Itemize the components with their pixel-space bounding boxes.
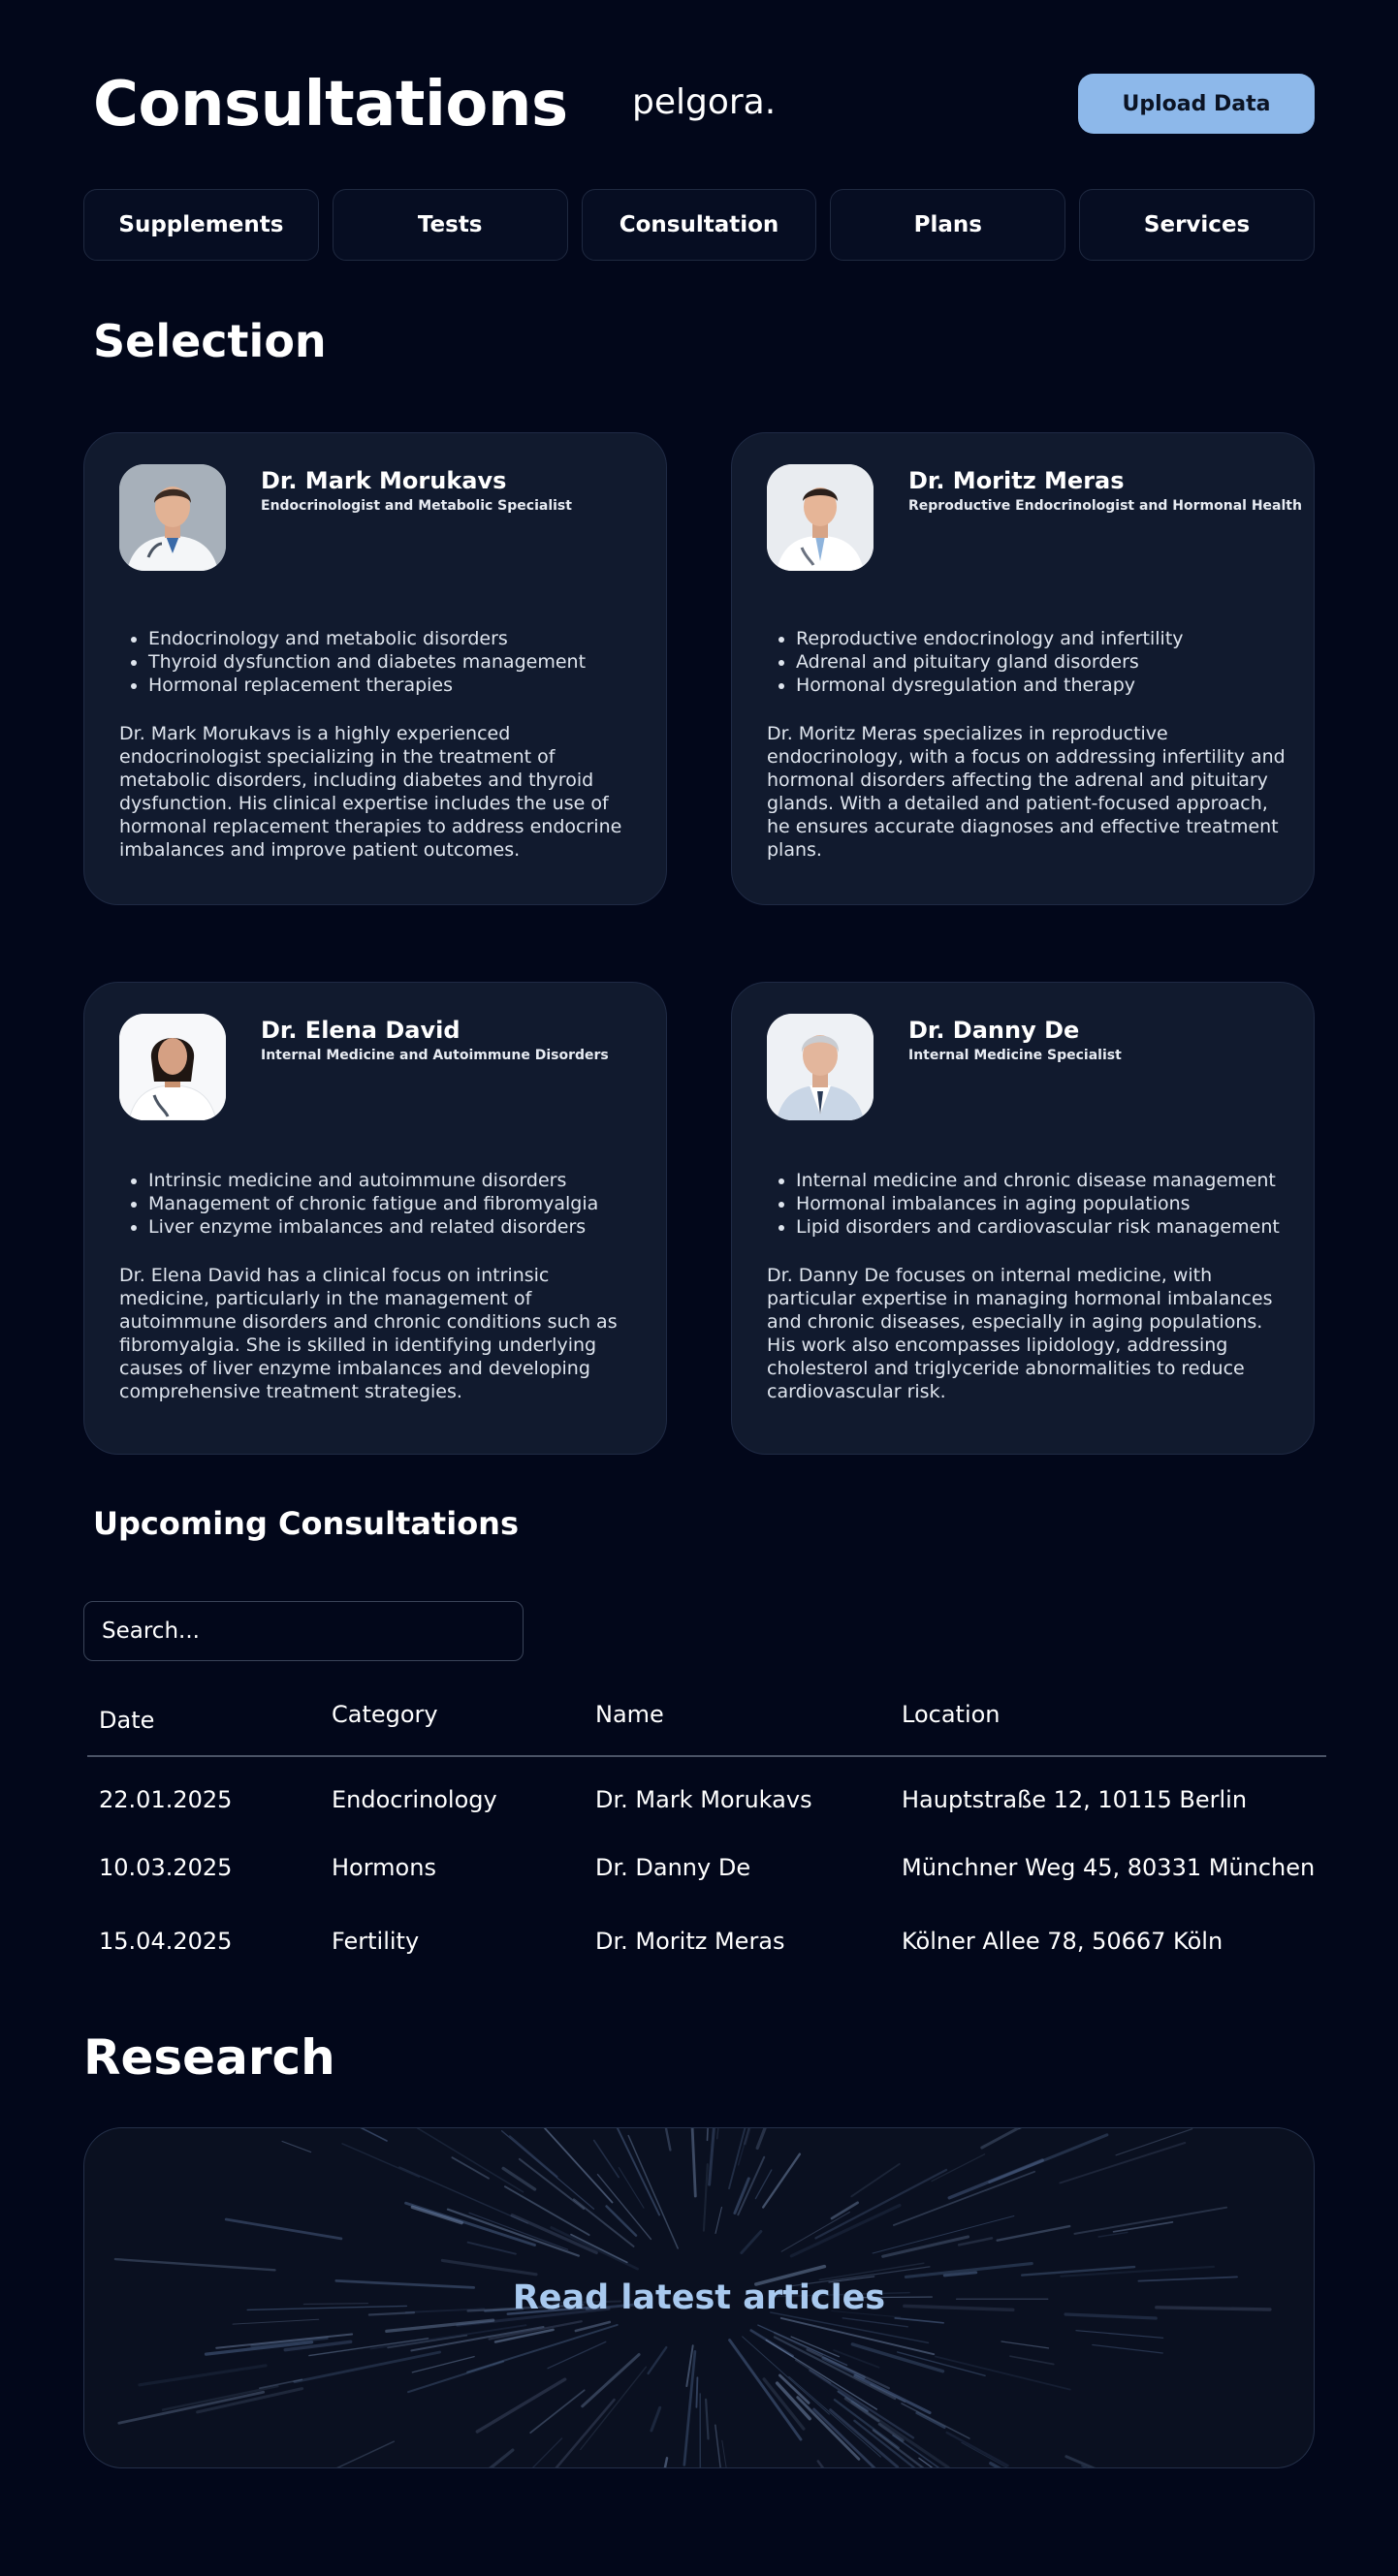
doctor-specialty: Reproductive Endocrinologist and Hormonal Health	[908, 498, 1302, 514]
cell-date: 15.04.2025	[99, 1928, 233, 1955]
cell-location: Kölner Allee 78, 50667 Köln	[902, 1928, 1223, 1955]
doctor-avatar	[119, 464, 226, 571]
cell-date: 10.03.2025	[99, 1854, 233, 1881]
doctor-card[interactable]	[731, 432, 1315, 905]
page-title: Consultations	[93, 69, 568, 141]
nav-tests[interactable]: Tests	[333, 189, 568, 261]
column-header-location[interactable]: Location	[902, 1701, 1001, 1728]
research-articles-card[interactable]	[83, 2127, 1315, 2468]
focus-item: • Reproductive endocrinology and infertility	[796, 627, 1184, 650]
doctor-description: Dr. Elena David has a clinical focus on intrinsic medicine, particularly in the management of autoimmune disorders and chronic conditions such as fibromyalgia. She is skilled in identifying underlying causes of liver enzyme imbalances and developing comprehensive treatment strategies.	[119, 1265, 618, 1402]
focus-item: • Internal medicine and chronic disease management	[796, 1169, 1280, 1192]
brand-logo[interactable]: pelgora.	[632, 82, 777, 122]
nav-plans[interactable]: Plans	[830, 189, 1065, 261]
doctor-avatar	[767, 1014, 874, 1120]
doctor-specialty: Internal Medicine Specialist	[908, 1048, 1122, 1063]
doctor-name: Dr. Elena David	[261, 1017, 461, 1044]
search-input[interactable]	[83, 1601, 524, 1661]
nav-consultation[interactable]: Consultation	[582, 189, 817, 261]
cell-name[interactable]: Dr. Mark Morukavs	[595, 1786, 812, 1813]
cell-location: Hauptstraße 12, 10115 Berlin	[902, 1786, 1248, 1813]
doctor-specialty: Internal Medicine and Autoimmune Disorders	[261, 1048, 609, 1063]
doctor-description: Dr. Mark Morukavs is a highly experienced endocrinologist specializing in the treatment of metabolic disorders, including diabetes and thyroid dysfunction. His clinical expertise includes the use of hormonal replacement therapies to address endocrine imbalances and improve patient outcomes.	[119, 723, 622, 861]
doctor-name: Dr. Danny De	[908, 1017, 1080, 1044]
column-header-name[interactable]: Name	[595, 1701, 664, 1728]
focus-item: • Management of chronic fatigue and fibromyalgia	[148, 1192, 598, 1215]
doctor-name: Dr. Mark Morukavs	[261, 467, 507, 494]
focus-item: • Hormonal dysregulation and therapy	[796, 674, 1184, 697]
cell-location: Münchner Weg 45, 80331 München	[902, 1854, 1316, 1881]
selection-title: Selection	[93, 315, 327, 367]
doctor-description: Dr. Moritz Meras specializes in reproductive endocrinology, with a focus on addressing infertility and hormonal disorders affecting the adrenal and pituitary glands. With a detailed and patient-focused approach, he ensures accurate diagnoses and effective treatment plans.	[767, 723, 1286, 861]
focus-item: • Intrinsic medicine and autoimmune disorders	[148, 1169, 598, 1192]
focus-item: • Adrenal and pituitary gland disorders	[796, 650, 1184, 674]
research-title: Research	[83, 2029, 335, 2086]
doctor-description: Dr. Danny De focuses on internal medicine, with particular expertise in managing hormonal imbalances and chronic diseases, especially in aging populations. His work also encompasses lipidology, addressing cholesterol and triglyceride abnormalities to reduce cardiovascular risk.	[767, 1265, 1273, 1402]
nav-supplements[interactable]: Supplements	[83, 189, 319, 261]
column-header-category[interactable]: Category	[332, 1701, 438, 1728]
doctor-name: Dr. Moritz Meras	[908, 467, 1125, 494]
doctor-card[interactable]	[83, 432, 667, 905]
cell-date: 22.01.2025	[99, 1786, 233, 1813]
doctor-avatar	[767, 464, 874, 571]
doctor-card[interactable]	[731, 982, 1315, 1455]
column-header-date[interactable]: Date	[99, 1707, 155, 1734]
doctor-focus-list	[119, 627, 586, 697]
doctor-focus-list	[767, 627, 1184, 697]
table-header-divider	[87, 1755, 1326, 1757]
cell-name[interactable]: Dr. Danny De	[595, 1854, 751, 1881]
focus-item: • Liver enzyme imbalances and related disorders	[148, 1215, 598, 1239]
upcoming-consultations-title: Upcoming Consultations	[93, 1505, 519, 1542]
focus-item: • Lipid disorders and cardiovascular risk management	[796, 1215, 1280, 1239]
cell-category: Fertility	[332, 1928, 420, 1955]
search-value: Search...	[102, 1618, 200, 1644]
cell-category: Hormons	[332, 1854, 436, 1881]
doctor-focus-list	[119, 1169, 598, 1239]
doctor-card[interactable]	[83, 982, 667, 1455]
cell-name[interactable]: Dr. Moritz Meras	[595, 1928, 785, 1955]
upload-data-button[interactable]: Upload Data	[1078, 74, 1315, 134]
focus-item: • Endocrinology and metabolic disorders	[148, 627, 586, 650]
nav-services[interactable]: Services	[1079, 189, 1315, 261]
read-articles-link[interactable]: Read latest articles	[512, 2278, 886, 2317]
doctor-avatar	[119, 1014, 226, 1120]
focus-item: • Hormonal replacement therapies	[148, 674, 586, 697]
doctor-focus-list	[767, 1169, 1280, 1239]
cell-category: Endocrinology	[332, 1786, 497, 1813]
doctor-specialty: Endocrinologist and Metabolic Specialist	[261, 498, 572, 514]
focus-item: • Hormonal imbalances in aging populations	[796, 1192, 1280, 1215]
category-nav	[83, 189, 1315, 261]
focus-item: • Thyroid dysfunction and diabetes management	[148, 650, 586, 674]
